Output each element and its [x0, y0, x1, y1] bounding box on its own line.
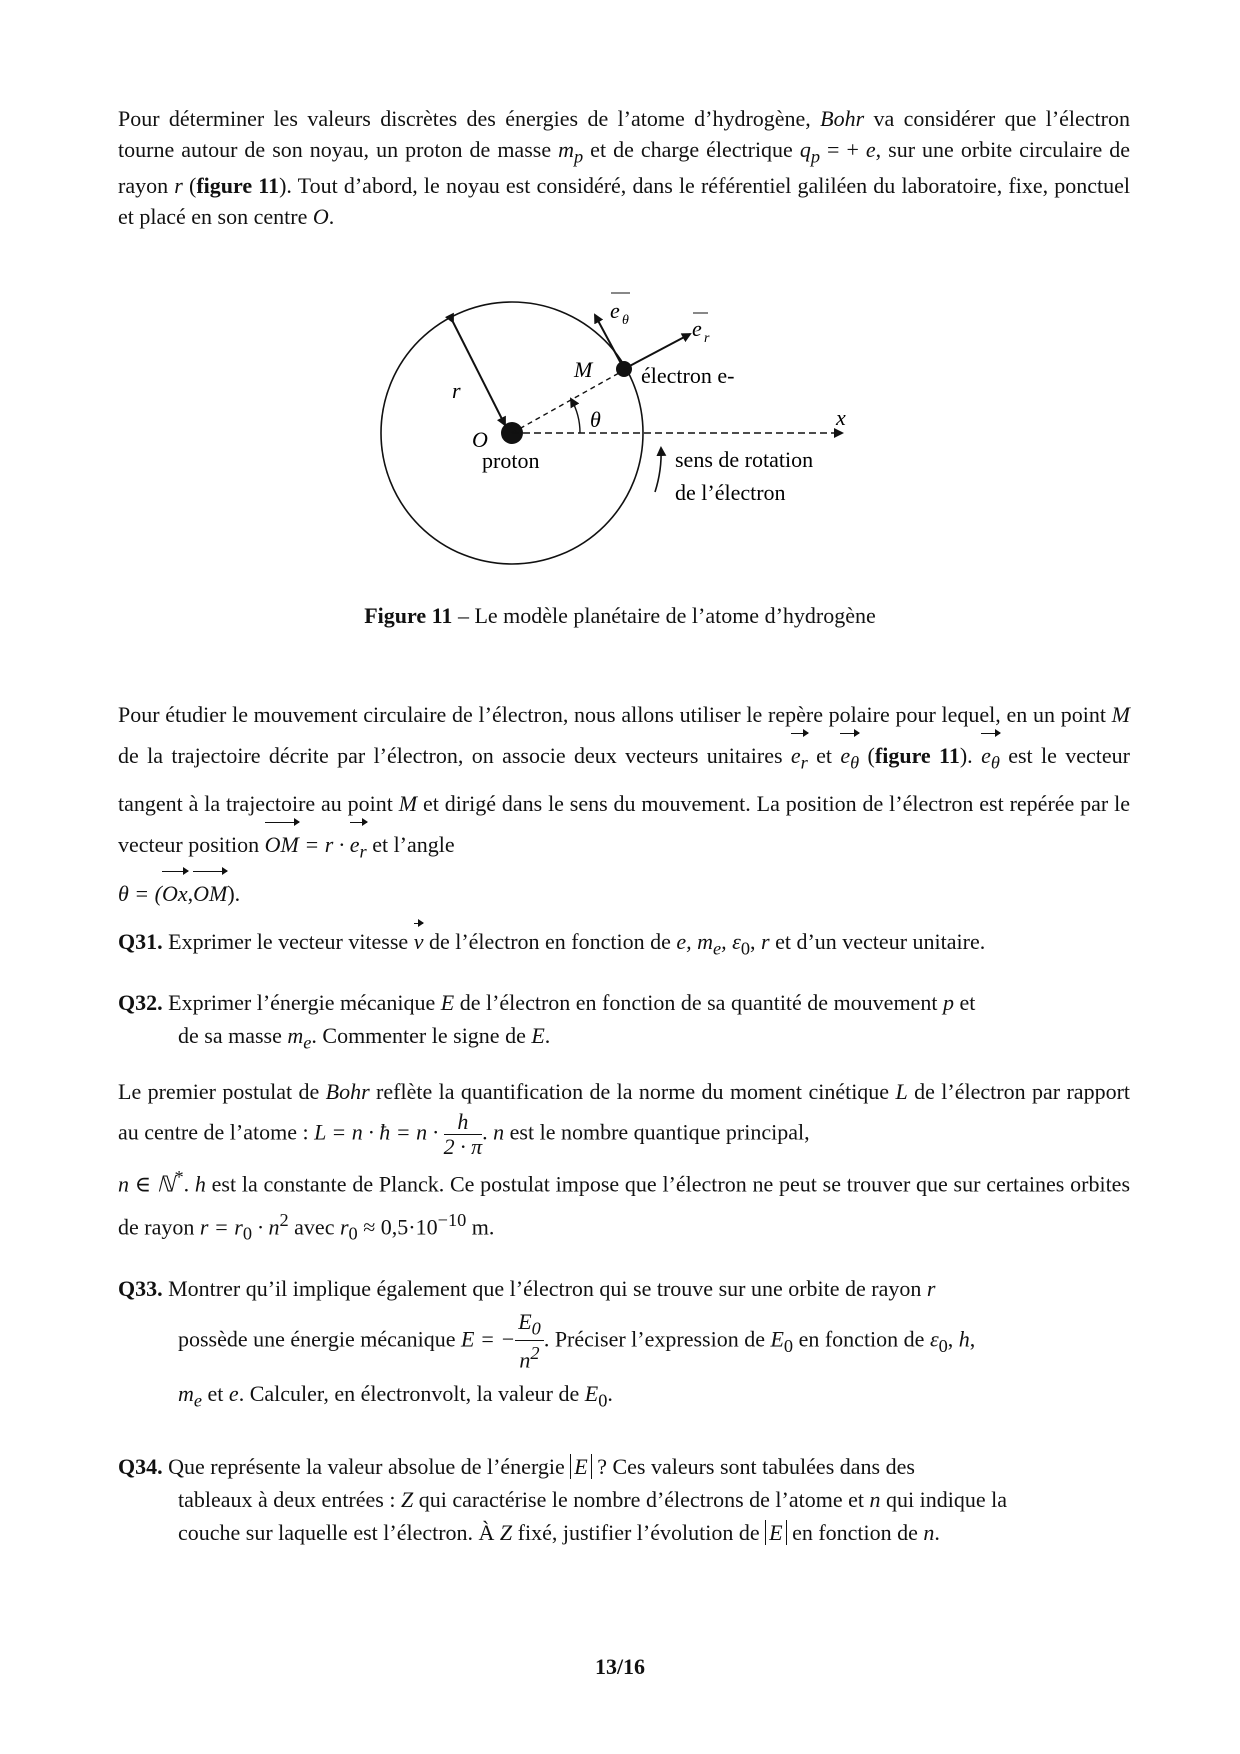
vec-OM: OM	[265, 824, 299, 865]
question-label: Q32.	[118, 990, 163, 1015]
sub: p	[810, 145, 821, 166]
sub: r	[800, 752, 808, 773]
text: de l’électron en fonction de sa quantité de mouvement	[454, 990, 943, 1015]
text: Montrer qu’il implique également que l’électron qui se trouve sur une orbite de rayon	[162, 1276, 927, 1301]
label-theta: θ	[590, 407, 601, 432]
text: est le vecteur tangent à la trajectoire au point	[118, 743, 1130, 817]
sub: p	[574, 145, 584, 166]
text: Que représente la valeur absolue de l’énergie	[162, 1454, 571, 1479]
question-31	[118, 925, 1130, 965]
om-dashed-line	[512, 373, 619, 433]
formula: r = r	[199, 1214, 243, 1240]
text: ,	[969, 1326, 976, 1352]
text: e	[790, 743, 801, 768]
text: tableaux à deux entrées :	[178, 1487, 401, 1512]
sup: −10	[437, 1210, 467, 1231]
var-L: L	[895, 1079, 908, 1104]
text: de la trajectoire décrite par l’électron, on associe deux vecteurs unitaires	[118, 743, 791, 768]
text: ).	[227, 880, 241, 906]
var-mp: m	[558, 136, 574, 162]
sub: 0	[598, 1390, 608, 1411]
label-M: M	[574, 357, 593, 382]
abs-E: E	[570, 1454, 591, 1479]
text: ,	[750, 929, 762, 954]
sub: r	[359, 841, 367, 862]
radius-arrow	[453, 322, 505, 425]
text: Exprimer le vecteur vitesse	[162, 929, 414, 954]
label-x: x	[836, 405, 846, 430]
label-O: O	[472, 427, 488, 452]
sub: θ	[850, 752, 860, 773]
svg-text:e: e	[692, 316, 702, 341]
vec-er	[350, 824, 367, 872]
label-e-r	[692, 313, 710, 346]
text: reflète la quantification de la norme du moment cinétique	[369, 1079, 896, 1104]
denominator	[515, 1341, 544, 1372]
var-r: r	[926, 1276, 936, 1301]
sub: 0	[783, 1335, 794, 1356]
text: . Commenter le signe de	[311, 1023, 532, 1048]
text: est le nombre quantique principal,	[504, 1119, 810, 1145]
question-33	[118, 1268, 1130, 1421]
text: Pour étudier le mouvement circulaire de l’électron, nous allons utiliser le repère polaire pour lequel, en un point	[118, 702, 1112, 727]
theta-arc	[571, 399, 580, 433]
text: et	[953, 990, 976, 1015]
var-h: h	[958, 1326, 970, 1352]
var-r: r	[174, 173, 183, 199]
vec-v: v	[414, 925, 424, 958]
text: e	[840, 743, 851, 768]
sub: θ	[990, 752, 1000, 773]
sub: 0	[348, 1224, 358, 1245]
formula: n ∈ ℕ	[118, 1171, 175, 1197]
text: E	[518, 1309, 532, 1334]
var-n: n	[493, 1119, 505, 1145]
var-E: E	[440, 990, 455, 1015]
var-e: e	[228, 1380, 239, 1406]
polar-paragraph	[118, 694, 1130, 914]
var-eps: ε	[929, 1326, 939, 1352]
bohr-postulate-paragraph	[118, 1074, 1130, 1252]
text: Le premier postulat de	[118, 1079, 326, 1104]
text: ,	[187, 880, 194, 906]
text: .	[482, 1119, 494, 1145]
label-electron: électron e-	[641, 363, 735, 388]
text: couche sur laquelle est l’électron. À	[178, 1520, 500, 1545]
var-r: r	[761, 929, 770, 954]
sup: 2	[530, 1343, 540, 1364]
text: = +	[820, 136, 866, 162]
q32-line2	[118, 1019, 1130, 1059]
sub: 0	[242, 1224, 252, 1245]
question-34	[118, 1450, 1130, 1549]
figure-ref: figure 11	[874, 743, 960, 768]
var-e: e	[865, 136, 876, 162]
text: en fonction de	[786, 1520, 924, 1545]
label-e-theta	[610, 293, 630, 328]
caption-text: – Le modèle planétaire de l’atome d’hydrogène	[452, 603, 876, 628]
text: et d’un vecteur unitaire.	[769, 929, 986, 954]
var-p: p	[942, 990, 954, 1015]
vec-OM: OM	[193, 873, 227, 914]
text: est la constante de Planck. Ce postulat impose que l’électron ne peut se trouver que sur certaines orbites de rayon	[118, 1171, 1131, 1240]
e-theta-arrow	[595, 315, 624, 369]
var-r0: r	[339, 1214, 349, 1240]
text: et	[807, 743, 841, 768]
var-qp: q	[799, 136, 811, 162]
vars: e, m	[676, 929, 714, 954]
sup: *	[174, 1167, 184, 1187]
vec-Ox: Ox	[162, 873, 188, 914]
fraction-E0-n2	[515, 1310, 544, 1373]
text: n	[519, 1347, 531, 1373]
formula: E = −	[461, 1326, 516, 1352]
text: va considérer que l’électron tourne autour de son noyau, un proton de masse	[118, 106, 1130, 162]
formula: L = n · ħ = n ·	[314, 1119, 444, 1145]
text: possède une énergie mécanique	[178, 1326, 462, 1352]
label-r: r	[452, 378, 461, 403]
bohr-name: Bohr	[325, 1079, 370, 1104]
text: fixé, justifier l’évolution de	[512, 1520, 766, 1545]
caption-label: Figure 11	[364, 603, 453, 628]
text: ,	[947, 1326, 959, 1352]
label-proton: proton	[482, 448, 540, 473]
label-rotation-2: de l’électron	[675, 480, 786, 505]
var-n: n	[923, 1520, 935, 1545]
label-rotation-1: sens de rotation	[675, 447, 814, 472]
text: ).	[959, 743, 982, 768]
text: .	[328, 203, 335, 229]
q34-line3	[118, 1516, 1130, 1549]
text: qui indique la	[880, 1487, 1007, 1512]
text: .	[934, 1520, 940, 1545]
text: avec	[288, 1214, 340, 1240]
text: ≈ 0,5·10	[357, 1214, 438, 1240]
svg-text:e: e	[610, 298, 620, 323]
var-M: M	[1111, 702, 1130, 727]
text: m.	[466, 1214, 495, 1240]
text: e	[349, 832, 360, 858]
text: . Calculer, en électronvolt, la valeur de	[238, 1380, 585, 1406]
question-label: Q34.	[118, 1454, 163, 1479]
var-E0: E	[770, 1326, 784, 1352]
var-me: m	[178, 1380, 194, 1406]
abs-E: E	[765, 1520, 786, 1545]
numerator: h	[444, 1110, 483, 1135]
text: en fonction de	[793, 1326, 930, 1352]
var-h: h	[194, 1171, 206, 1197]
text: e	[981, 743, 991, 768]
svg-text:r: r	[704, 331, 710, 346]
svg-text:θ: θ	[622, 313, 629, 328]
var-E: E	[531, 1023, 545, 1048]
var-Z: Z	[499, 1520, 513, 1545]
sub: 0	[740, 938, 751, 959]
question-32	[118, 986, 1130, 1059]
text: ). Tout d’abord, le noyau est considéré, dans le référentiel galiléen du laboratoire, fixe, ponctuel et placé en son centre	[118, 173, 1131, 229]
text: et dirigé dans le sens du mouvement. La position de l’électron est repérée par le vecteur position	[118, 791, 1130, 858]
var-n: n	[869, 1487, 881, 1512]
figure-caption	[0, 603, 1240, 629]
text: .	[183, 1171, 195, 1197]
q33-line2	[118, 1310, 1130, 1373]
text: , sur une orbite circulaire de rayon	[118, 136, 1130, 199]
rotation-arrow	[655, 448, 661, 492]
sub: e	[713, 938, 722, 959]
var-Z: Z	[400, 1487, 414, 1512]
text: qui caractérise le nombre d’électrons de l’atome et	[413, 1487, 870, 1512]
sub: e	[303, 1032, 312, 1053]
figure-11-diagram	[0, 0, 1240, 600]
var-E0: E	[584, 1380, 599, 1406]
formula: · n	[252, 1214, 280, 1240]
text: de sa masse	[178, 1023, 288, 1048]
text: .	[544, 1023, 551, 1048]
vec-er	[791, 735, 808, 783]
sub: 0	[938, 1335, 948, 1356]
denominator: 2 · π	[443, 1134, 483, 1159]
bohr-name: Bohr	[820, 106, 865, 131]
text: et l’angle	[366, 832, 455, 858]
sup: 2	[279, 1210, 289, 1231]
sub: 0	[531, 1318, 541, 1339]
vec-etheta	[840, 735, 859, 783]
text: et de charge électrique	[583, 136, 800, 162]
text: (	[859, 743, 875, 768]
text: de l’électron par rapport au centre de l’atome :	[118, 1079, 1131, 1145]
question-label: Q31.	[118, 929, 163, 954]
text: (	[182, 173, 197, 199]
text: et	[202, 1380, 229, 1406]
var-me: m	[287, 1023, 304, 1048]
epsilon: , ε	[721, 929, 741, 954]
q34-line2	[118, 1483, 1130, 1516]
text: .	[607, 1380, 613, 1406]
figure-ref: figure 11	[196, 173, 280, 199]
numerator	[515, 1310, 544, 1341]
q33-line3	[118, 1373, 1130, 1421]
page-number: 13/16	[594, 1654, 646, 1679]
sub: e	[193, 1390, 203, 1411]
var-M: M	[398, 791, 418, 817]
text: de l’électron en fonction de	[423, 929, 677, 954]
text: ? Ces valeurs sont tabulées dans des	[591, 1454, 915, 1479]
formula: = r ·	[298, 832, 350, 858]
question-label: Q33.	[118, 1276, 163, 1301]
var-O: O	[312, 203, 329, 229]
theta-formula: θ = (	[118, 880, 162, 906]
fraction-h-2pi	[444, 1110, 483, 1159]
vec-etheta	[981, 735, 1000, 783]
text: . Préciser l’expression de	[543, 1326, 771, 1352]
text: Pour déterminer les valeurs discrètes des énergies de l’atome d’hydrogène,	[118, 106, 821, 131]
text: Exprimer l’énergie mécanique	[162, 990, 441, 1015]
